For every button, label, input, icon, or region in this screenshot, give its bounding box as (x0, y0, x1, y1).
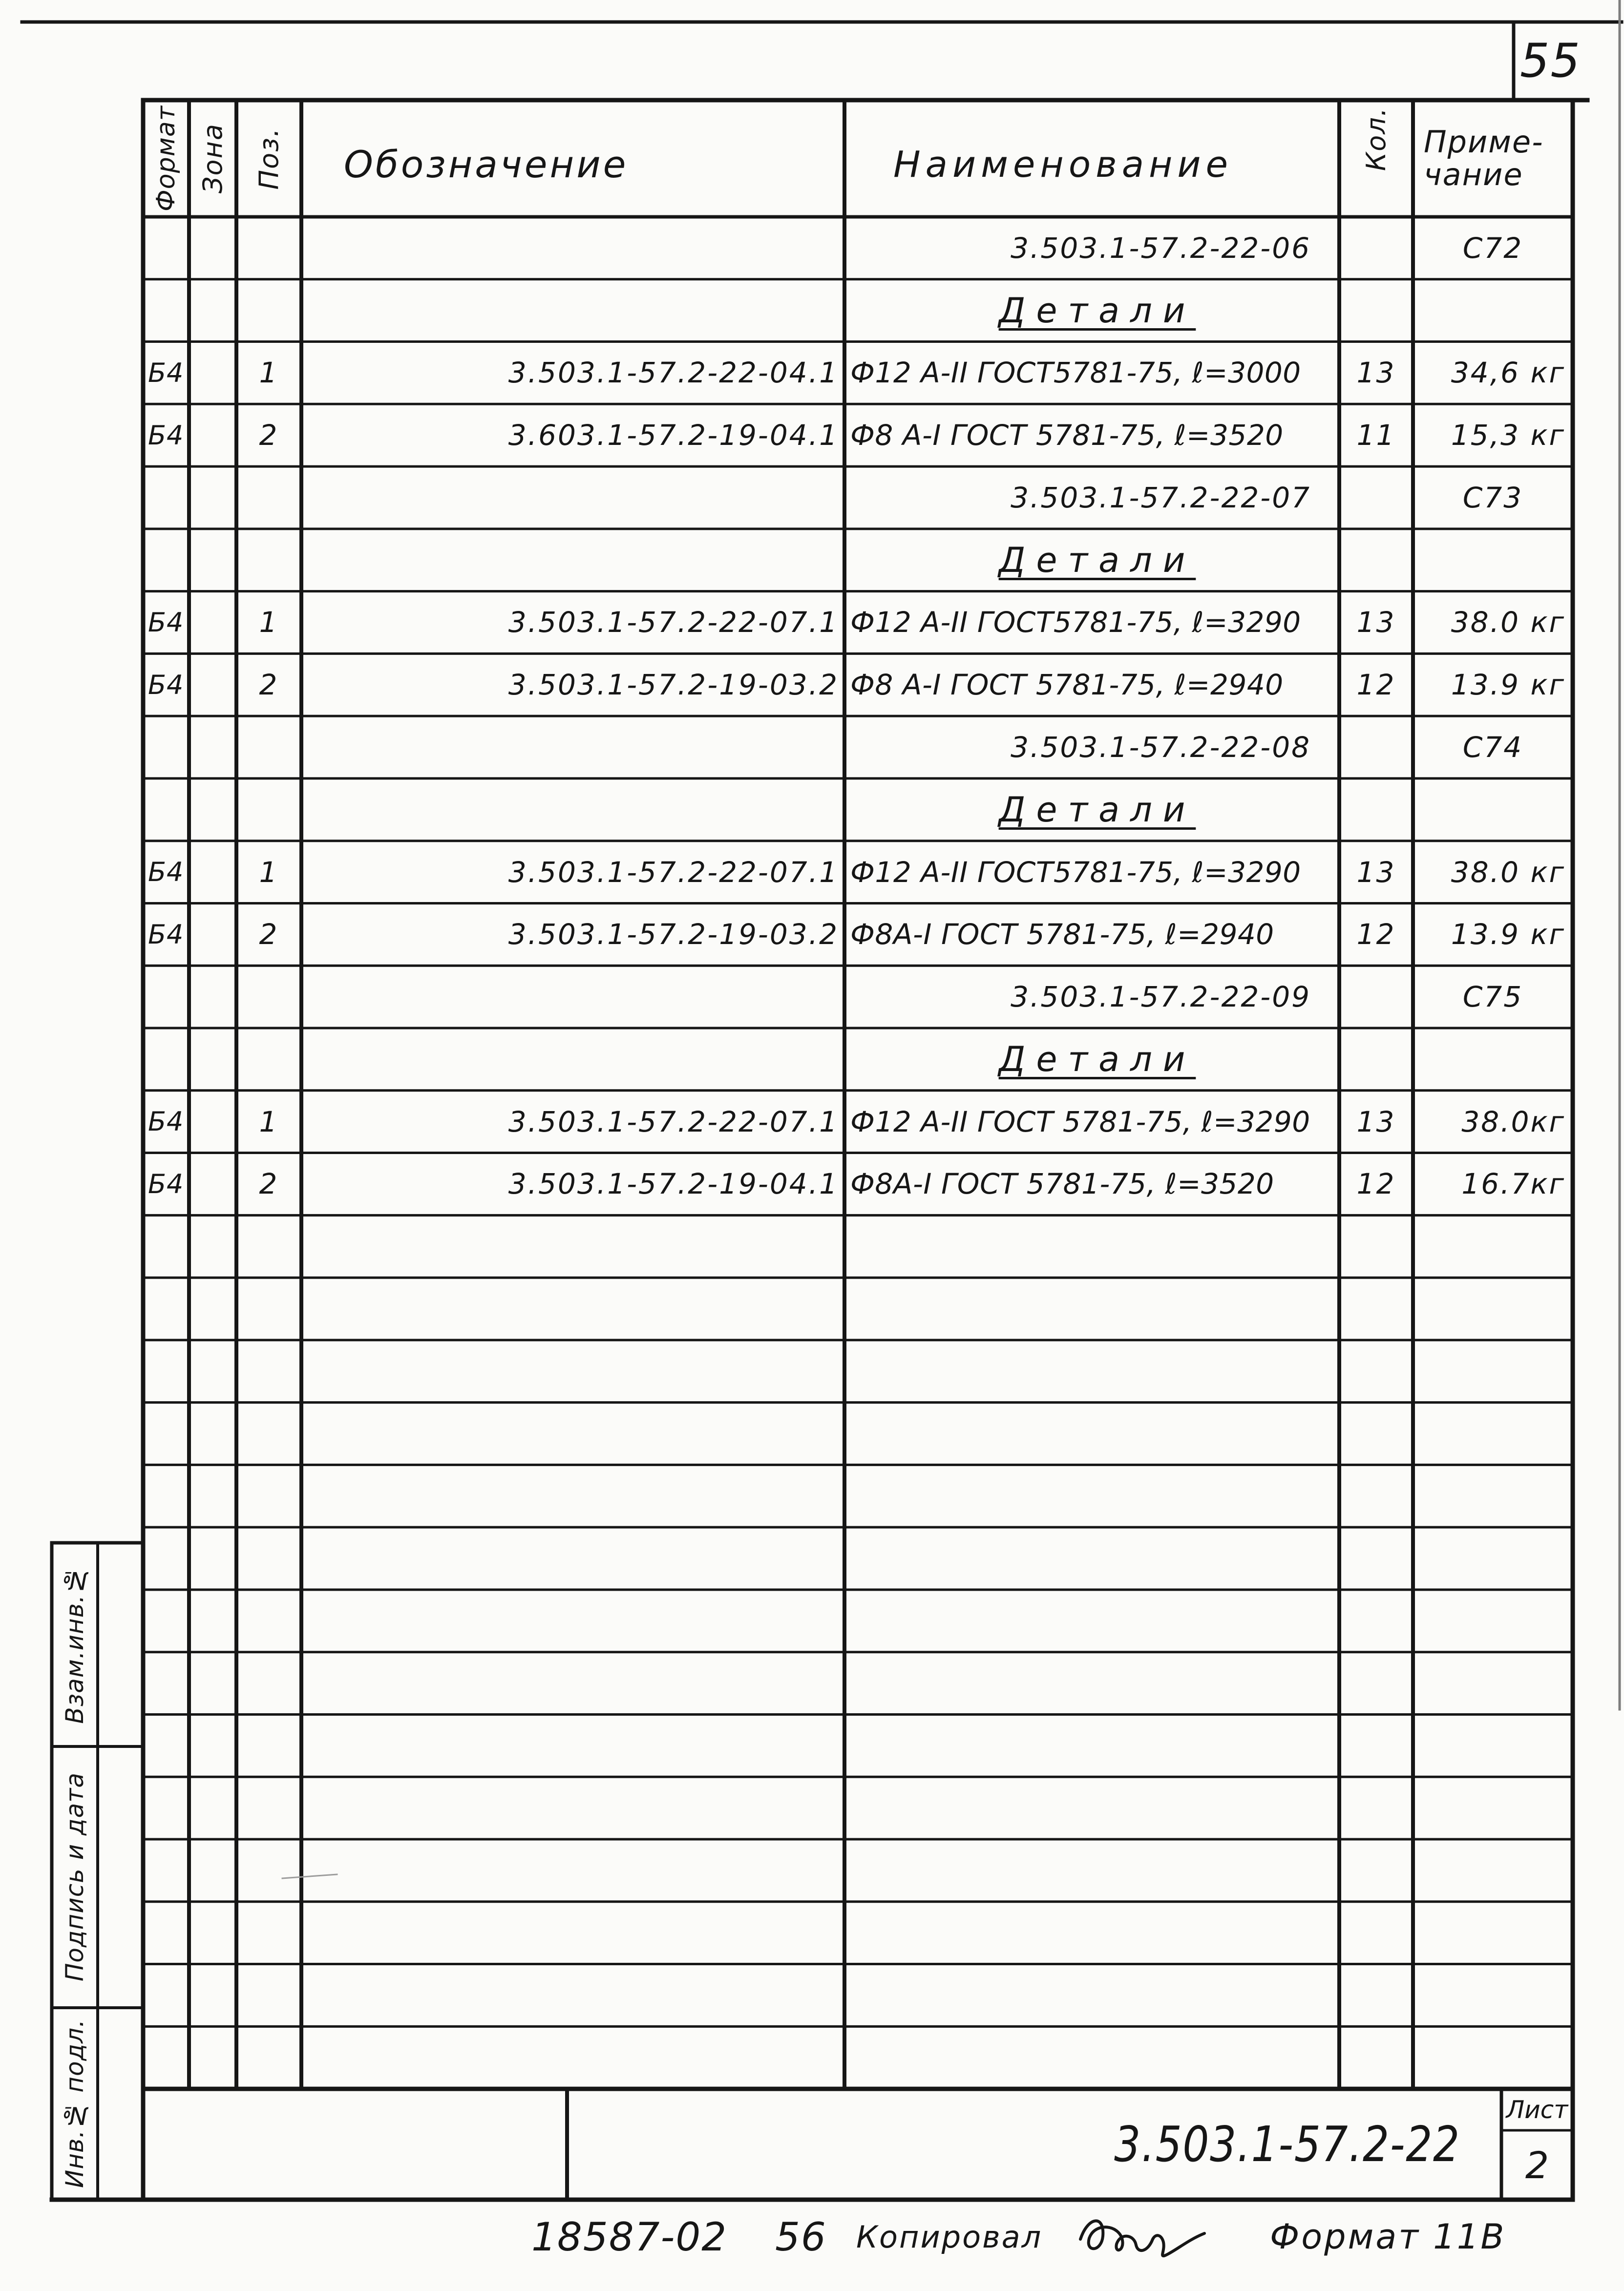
row-quantity: 12 (1356, 918, 1396, 951)
pencil-mark (282, 1874, 337, 1878)
table-row (0, 903, 1624, 966)
row-name: Ф12 А-II ГОСТ5781-75, ℓ=3000 (850, 356, 1301, 390)
row-designation: 3.503.1-57.2-22-07.1 (508, 1105, 839, 1138)
row-note: 38.0 кг (1451, 606, 1565, 639)
row-position: 2 (259, 419, 279, 452)
header-name (844, 100, 1339, 217)
sheet-label: Лист (1506, 2095, 1568, 2124)
section-heading: Детали (998, 789, 1196, 830)
row-designation: 3.503.1-57.2-19-03.2 (508, 668, 839, 702)
row-position: 2 (259, 668, 279, 702)
row-format: Б4 (148, 420, 184, 451)
row-name: Ф8 А-I ГОСТ 5781-75, ℓ=3520 (850, 419, 1284, 452)
stamp-original-inv-label: Инв.№ подл. (61, 2019, 89, 2188)
row-position: 1 (259, 1105, 279, 1138)
row-note: 16.7кг (1461, 1167, 1565, 1201)
row-name: 3.503.1-57.2-22-08 (1011, 731, 1311, 764)
row-name: Ф8А-I ГОСТ 5781-75, ℓ=2940 (850, 918, 1274, 951)
copied-label: Копировал (856, 2219, 1043, 2255)
header-designation-label: Обозначение (344, 143, 629, 186)
row-note: С74 (1462, 731, 1523, 764)
row-name: 3.503.1-57.2-22-06 (1011, 231, 1311, 265)
header-note (1413, 100, 1573, 217)
row-name: Ф8 А-I ГОСТ 5781-75, ℓ=2940 (850, 668, 1284, 702)
row-designation: 3.603.1-57.2-19-04.1 (508, 419, 839, 452)
header-quantity-label: Кол. (1361, 107, 1392, 171)
row-format: Б4 (148, 357, 184, 388)
header-format (143, 100, 189, 217)
row-name: Ф8А-I ГОСТ 5781-75, ℓ=3520 (850, 1167, 1274, 1201)
row-format: Б4 (148, 669, 184, 700)
header-designation (301, 100, 844, 217)
copier-signature (1075, 2205, 1211, 2269)
row-designation: 3.503.1-57.2-22-04.1 (508, 356, 839, 390)
header-note-line2: чание (1424, 156, 1523, 192)
row-designation: 3.503.1-57.2-19-03.2 (508, 918, 839, 951)
row-format: Б4 (148, 1106, 184, 1137)
table-row (0, 591, 1624, 654)
page-index: 56 (775, 2214, 827, 2260)
row-quantity: 13 (1356, 1105, 1396, 1138)
row-note: 13.9 кг (1451, 668, 1565, 702)
header-zone-label: Зона (197, 123, 228, 194)
header-note-line1: Приме- (1424, 124, 1544, 160)
row-name: 3.503.1-57.2-22-07 (1011, 481, 1311, 514)
table-row (0, 466, 1624, 529)
row-position: 2 (259, 1167, 279, 1201)
table-row (0, 279, 1624, 342)
header-position-label: Поз. (253, 127, 284, 190)
table-row (0, 1091, 1624, 1153)
row-note: С73 (1462, 481, 1523, 514)
row-quantity: 12 (1356, 1167, 1396, 1201)
row-position: 1 (259, 356, 279, 390)
row-name: Ф12 А-II ГОСТ 5781-75, ℓ=3290 (850, 1105, 1310, 1138)
row-note: 13.9 кг (1451, 918, 1565, 951)
header-quantity (1339, 100, 1413, 217)
document-code: 3.503.1-57.2-22 (1114, 2116, 1460, 2173)
row-quantity: 12 (1356, 668, 1396, 702)
row-quantity: 11 (1356, 419, 1396, 452)
top-sheet-number: 55 (1520, 34, 1581, 88)
row-designation: 3.503.1-57.2-22-07.1 (508, 606, 839, 639)
format-label: Формат 11В (1270, 2217, 1506, 2257)
row-quantity: 13 (1356, 356, 1396, 390)
row-position: 2 (259, 918, 279, 951)
table-row (0, 404, 1624, 466)
row-name: 3.503.1-57.2-22-09 (1011, 980, 1311, 1014)
stamp-original-inv (52, 2008, 98, 2200)
row-note: 34,6 кг (1451, 356, 1565, 390)
title-block-code (567, 2089, 1460, 2200)
row-designation: 3.503.1-57.2-22-07.1 (508, 855, 839, 889)
table-row (0, 1153, 1624, 1216)
row-note: С75 (1462, 980, 1523, 1014)
stamp-replaced-inv-label: Взам.инв.№ (61, 1565, 89, 1724)
stamp-signature-date (52, 1746, 98, 2008)
row-note: С72 (1462, 231, 1523, 265)
row-note: 38.0кг (1461, 1105, 1565, 1138)
table-row (0, 342, 1624, 404)
row-name: Ф12 А-II ГОСТ5781-75, ℓ=3290 (850, 606, 1301, 639)
section-heading: Детали (998, 540, 1196, 580)
row-note: 15,3 кг (1451, 419, 1565, 452)
table-row (0, 716, 1624, 778)
row-designation: 3.503.1-57.2-19-04.1 (508, 1167, 839, 1201)
row-note: 38.0 кг (1451, 855, 1565, 889)
order-number: 18587-02 (531, 2214, 728, 2260)
table-row (0, 217, 1624, 279)
sheet-number: 2 (1525, 2143, 1549, 2187)
row-name: Ф12 А-II ГОСТ5781-75, ℓ=3290 (850, 855, 1301, 889)
row-format: Б4 (148, 919, 184, 950)
header-position (236, 100, 301, 217)
table-row (0, 778, 1624, 841)
row-format: Б4 (148, 1168, 184, 1199)
section-heading: Детали (998, 1039, 1196, 1079)
header-format-label: Формат (151, 105, 181, 211)
row-format: Б4 (148, 607, 184, 638)
table-row (0, 653, 1624, 716)
table-row (0, 529, 1624, 591)
row-format: Б4 (148, 857, 184, 888)
section-heading: Детали (998, 290, 1196, 331)
table-row (0, 841, 1624, 904)
header-name-label: Наименование (893, 143, 1233, 186)
table-row (0, 1028, 1624, 1091)
header-zone (189, 100, 236, 217)
stamp-signature-date-label: Подпись и дата (61, 1772, 89, 1982)
stamp-replaced-inv (52, 1543, 98, 1746)
row-position: 1 (259, 855, 279, 889)
row-position: 1 (259, 606, 279, 639)
row-quantity: 13 (1356, 855, 1396, 889)
table-row (0, 966, 1624, 1028)
row-quantity: 13 (1356, 606, 1396, 639)
